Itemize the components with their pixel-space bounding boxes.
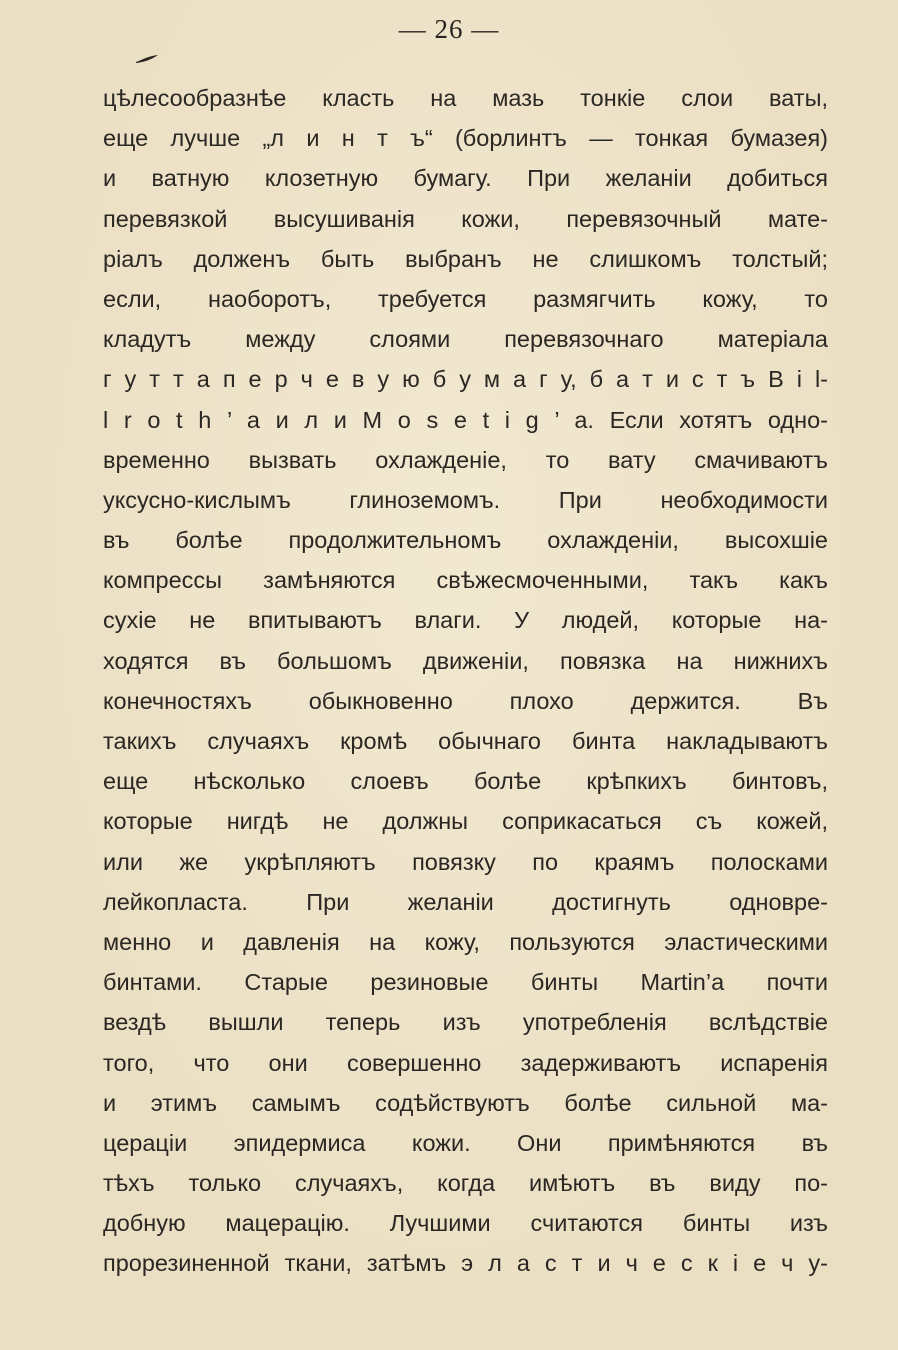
text-line: если, наоборотъ, требуется размягчить кожу, то: [103, 285, 828, 312]
text-line: бинтами. Старые резиновые бинты Martin’a почти: [103, 969, 828, 996]
text-line: такихъ случаяхъ кромѣ обычнаго бинта накладываютъ: [103, 728, 828, 754]
body-text: [103, 78, 828, 1284]
text-line: цѣлесообразнѣе класть на мазь тонкіе слои ваты,: [103, 85, 828, 111]
text-line: l r o t h ’ a и л и M o s e t i g ’ a. Если хотятъ одно-: [103, 406, 828, 433]
text-line: менно и давленія на кожу, пользуются эластическими: [103, 928, 828, 955]
text-line: ходятся въ большомъ движеніи, повязка на нижнихъ: [103, 647, 828, 674]
ink-blot-mark: [134, 54, 160, 64]
text-line: и этимъ самымъ содѣйствуютъ болѣе сильной ма-: [103, 1089, 828, 1116]
text-line: или же укрѣпляютъ повязку по краямъ полосками: [103, 848, 828, 875]
text-line: еще нѣсколько слоевъ болѣе крѣпкихъ бинтовъ,: [103, 768, 828, 795]
text-line: сухіе не впитываютъ влаги. У людей, которые на-: [103, 607, 828, 634]
text-line: кладутъ между слоями перевязочнаго матеріала: [103, 326, 828, 353]
text-line: цераціи эпидермиса кожи. Они примѣняются въ: [103, 1129, 828, 1156]
text-line: еще лучше „л и н т ъ“ (борлинтъ — тонкая бумазея): [103, 125, 828, 152]
text-line: временно вызвать охлажденіе, то вату смачиваютъ: [103, 446, 828, 473]
text-line: перевязкой высушиванія кожи, перевязочный мате-: [103, 205, 828, 232]
text-line: и ватную клозетную бумагу. При желаніи добиться: [103, 165, 828, 192]
text-line: въ болѣе продолжительномъ охлажденіи, высохшіе: [103, 527, 828, 554]
text-line: г у т т а п е р ч е в у ю б у м а г у, б а т и с т ъ B i l-: [103, 366, 828, 393]
text-line: компрессы замѣняются свѣжесмоченными, такъ какъ: [103, 567, 828, 594]
page-number: — 26 —: [398, 14, 500, 44]
text-line: уксусно-кислымъ глиноземомъ. При необходимости: [103, 486, 828, 513]
text-line: добную мацерацію. Лучшими считаются бинты изъ: [103, 1210, 828, 1237]
text-line: вездѣ вышли теперь изъ употребленія вслѣдствіе: [103, 1009, 828, 1036]
text-line: того, что они совершенно задерживаютъ испаренія: [103, 1049, 828, 1076]
text-line: конечностяхъ обыкновенно плохо держится. Въ: [103, 687, 828, 714]
text-line: лейкопласта. При желаніи достигнуть одновре-: [103, 888, 828, 915]
text-line: которые нигдѣ не должны соприкасаться съ кожей,: [103, 808, 828, 835]
text-line: ріалъ долженъ быть выбранъ не слишкомъ толстый;: [103, 245, 828, 272]
text-line: тѣхъ только случаяхъ, когда имѣютъ въ виду по-: [103, 1170, 828, 1197]
text-line: прорезиненной ткани, затѣмъ э л а с т и ч е с к і е ч у-: [103, 1250, 828, 1277]
